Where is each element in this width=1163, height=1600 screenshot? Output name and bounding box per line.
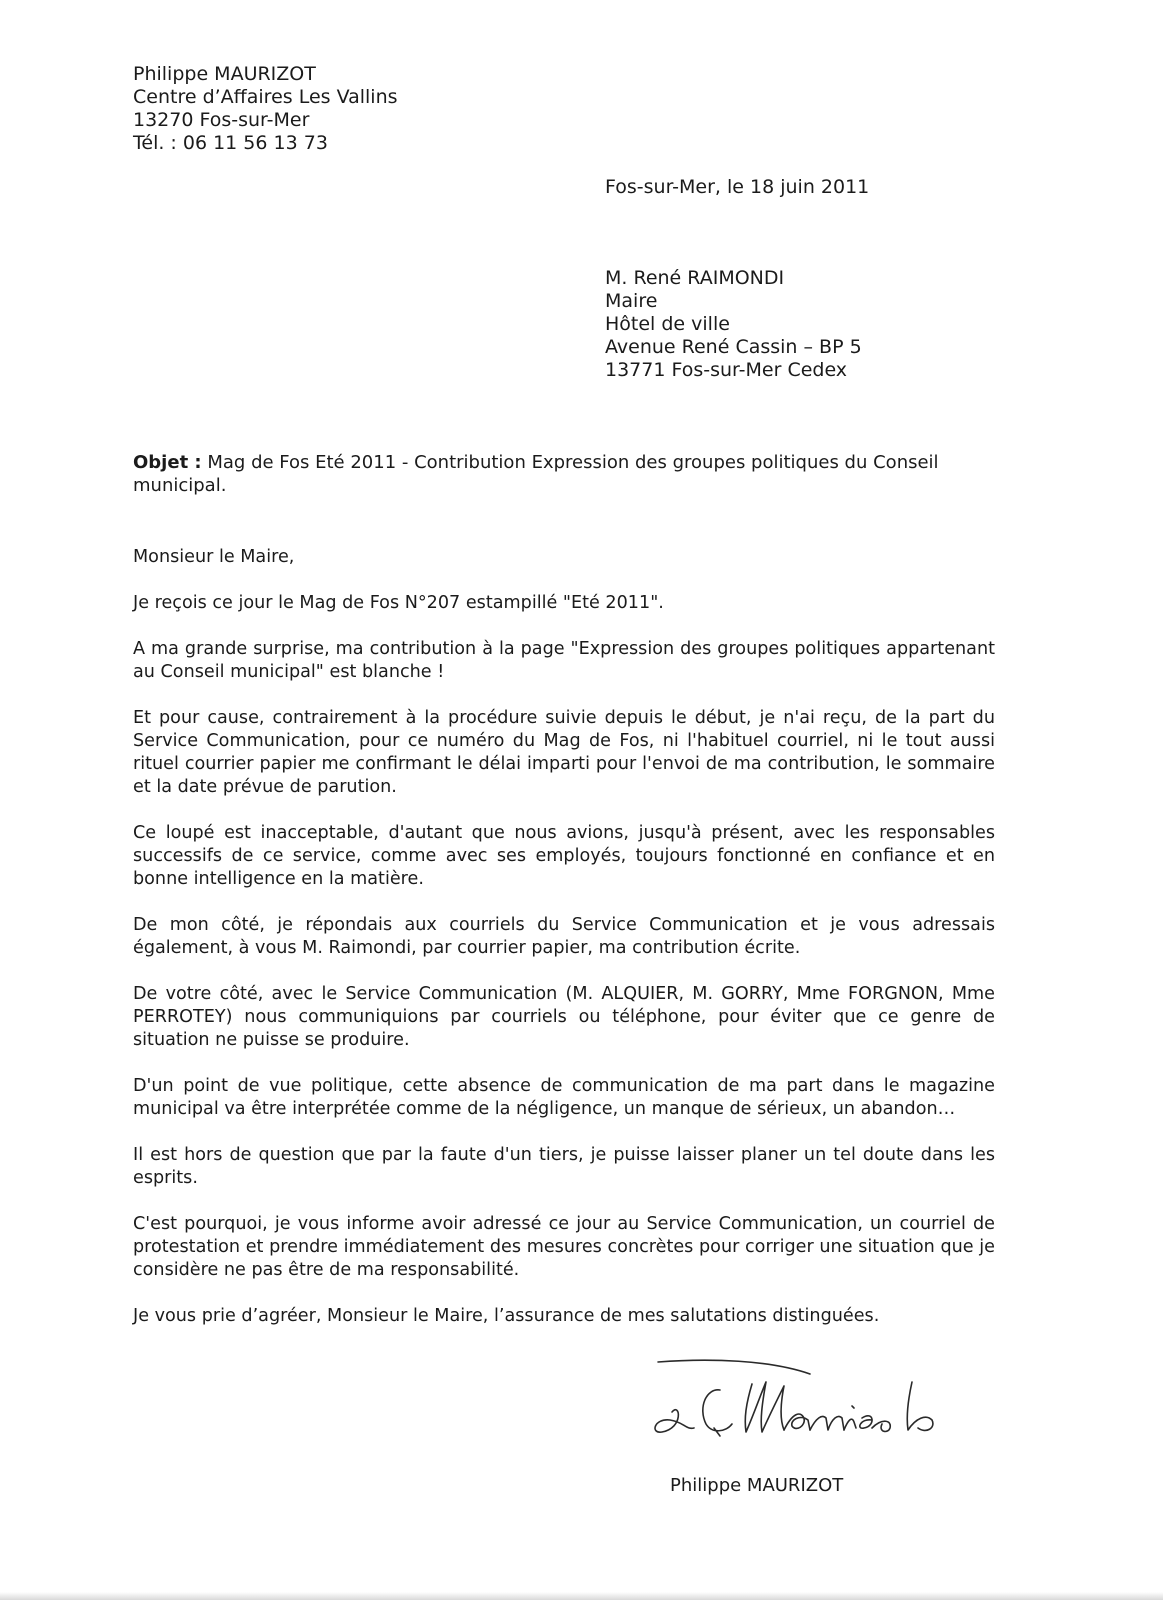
sender-name: Philippe MAURIZOT [133, 63, 316, 85]
recipient-name: M. René RAIMONDI [605, 267, 785, 289]
recipient-block [605, 267, 862, 382]
sender-block [133, 63, 398, 155]
recipient-line1: Hôtel de ville [605, 313, 730, 335]
letter-body [133, 546, 995, 1351]
salutation: Monsieur le Maire, [133, 547, 295, 567]
recipient-line2: Avenue René Cassin – BP 5 [605, 336, 862, 358]
paragraph-9: C'est pourquoi, je vous informe avoir adressé ce jour au Service Communication, un courriel de protestation et prendre immédiatement des mesures concrètes pour corriger une situation que je considère ne pas être de ma responsabilité. [133, 1214, 995, 1280]
place-and-date: Fos-sur-Mer, le 18 juin 2011 [605, 176, 870, 198]
scan-bottom-edge [0, 1592, 1163, 1600]
signer-name: Philippe MAURIZOT [670, 1475, 844, 1496]
paragraph-7: D'un point de vue politique, cette absence de communication de ma part dans le magazine municipal va être interprétée comme de la négligence, un manque de sérieux, un abandon… [133, 1076, 995, 1119]
paragraph-4: Ce loupé est inacceptable, d'autant que nous avions, jusqu'à présent, avec les responsables successifs de ce service, comme avec ses employés, toujours fonctionné en confiance et en bonne intelligence en la matière. [133, 823, 995, 889]
subject-line [133, 451, 983, 497]
subject-text: Mag de Fos Eté 2011 - Contribution Expression des groupes politiques du Conseil municipal. [133, 452, 939, 496]
recipient-title: Maire [605, 290, 658, 312]
handwritten-signature [650, 1348, 970, 1468]
recipient-line3: 13771 Fos-sur-Mer Cedex [605, 359, 848, 381]
closing-paragraph: Je vous prie d’agréer, Monsieur le Maire, l’assurance de mes salutations distinguées. [133, 1306, 880, 1326]
paragraph-6: De votre côté, avec le Service Communication (M. ALQUIER, M. GORRY, Mme FORGNON, Mme PERROTEY) nous communiquions par courriels ou téléphone, pour éviter que ce genre de situation ne puisse se produire. [133, 984, 995, 1050]
sender-address-line1: Centre d’Affaires Les Vallins [133, 86, 398, 108]
paragraph-8: Il est hors de question que par la faute d'un tiers, je puisse laisser planer un tel doute dans les esprits. [133, 1145, 995, 1188]
paragraph-3: Et pour cause, contrairement à la procédure suivie depuis le début, je n'ai reçu, de la part du Service Communication, pour ce numéro du Mag de Fos, ni l'habituel courriel, ni le tout aussi rituel courrier papier me confirmant le délai imparti pour l'envoi de ma contribution, le sommaire et la date prévue de parution. [133, 708, 995, 797]
paragraph-2: A ma grande surprise, ma contribution à la page "Expression des groupes politiques appartenant au Conseil municipal" est blanche ! [133, 639, 995, 682]
subject-label: Objet : [133, 452, 202, 473]
paragraph-5: De mon côté, je répondais aux courriels du Service Communication et je vous adressais également, à vous M. Raimondi, par courrier papier, ma contribution écrite. [133, 915, 995, 958]
paragraph-1: Je reçois ce jour le Mag de Fos N°207 estampillé "Eté 2011". [133, 593, 664, 613]
sender-address-line2: 13270 Fos-sur-Mer [133, 109, 310, 131]
sender-phone: Tél. : 06 11 56 13 73 [133, 132, 328, 154]
